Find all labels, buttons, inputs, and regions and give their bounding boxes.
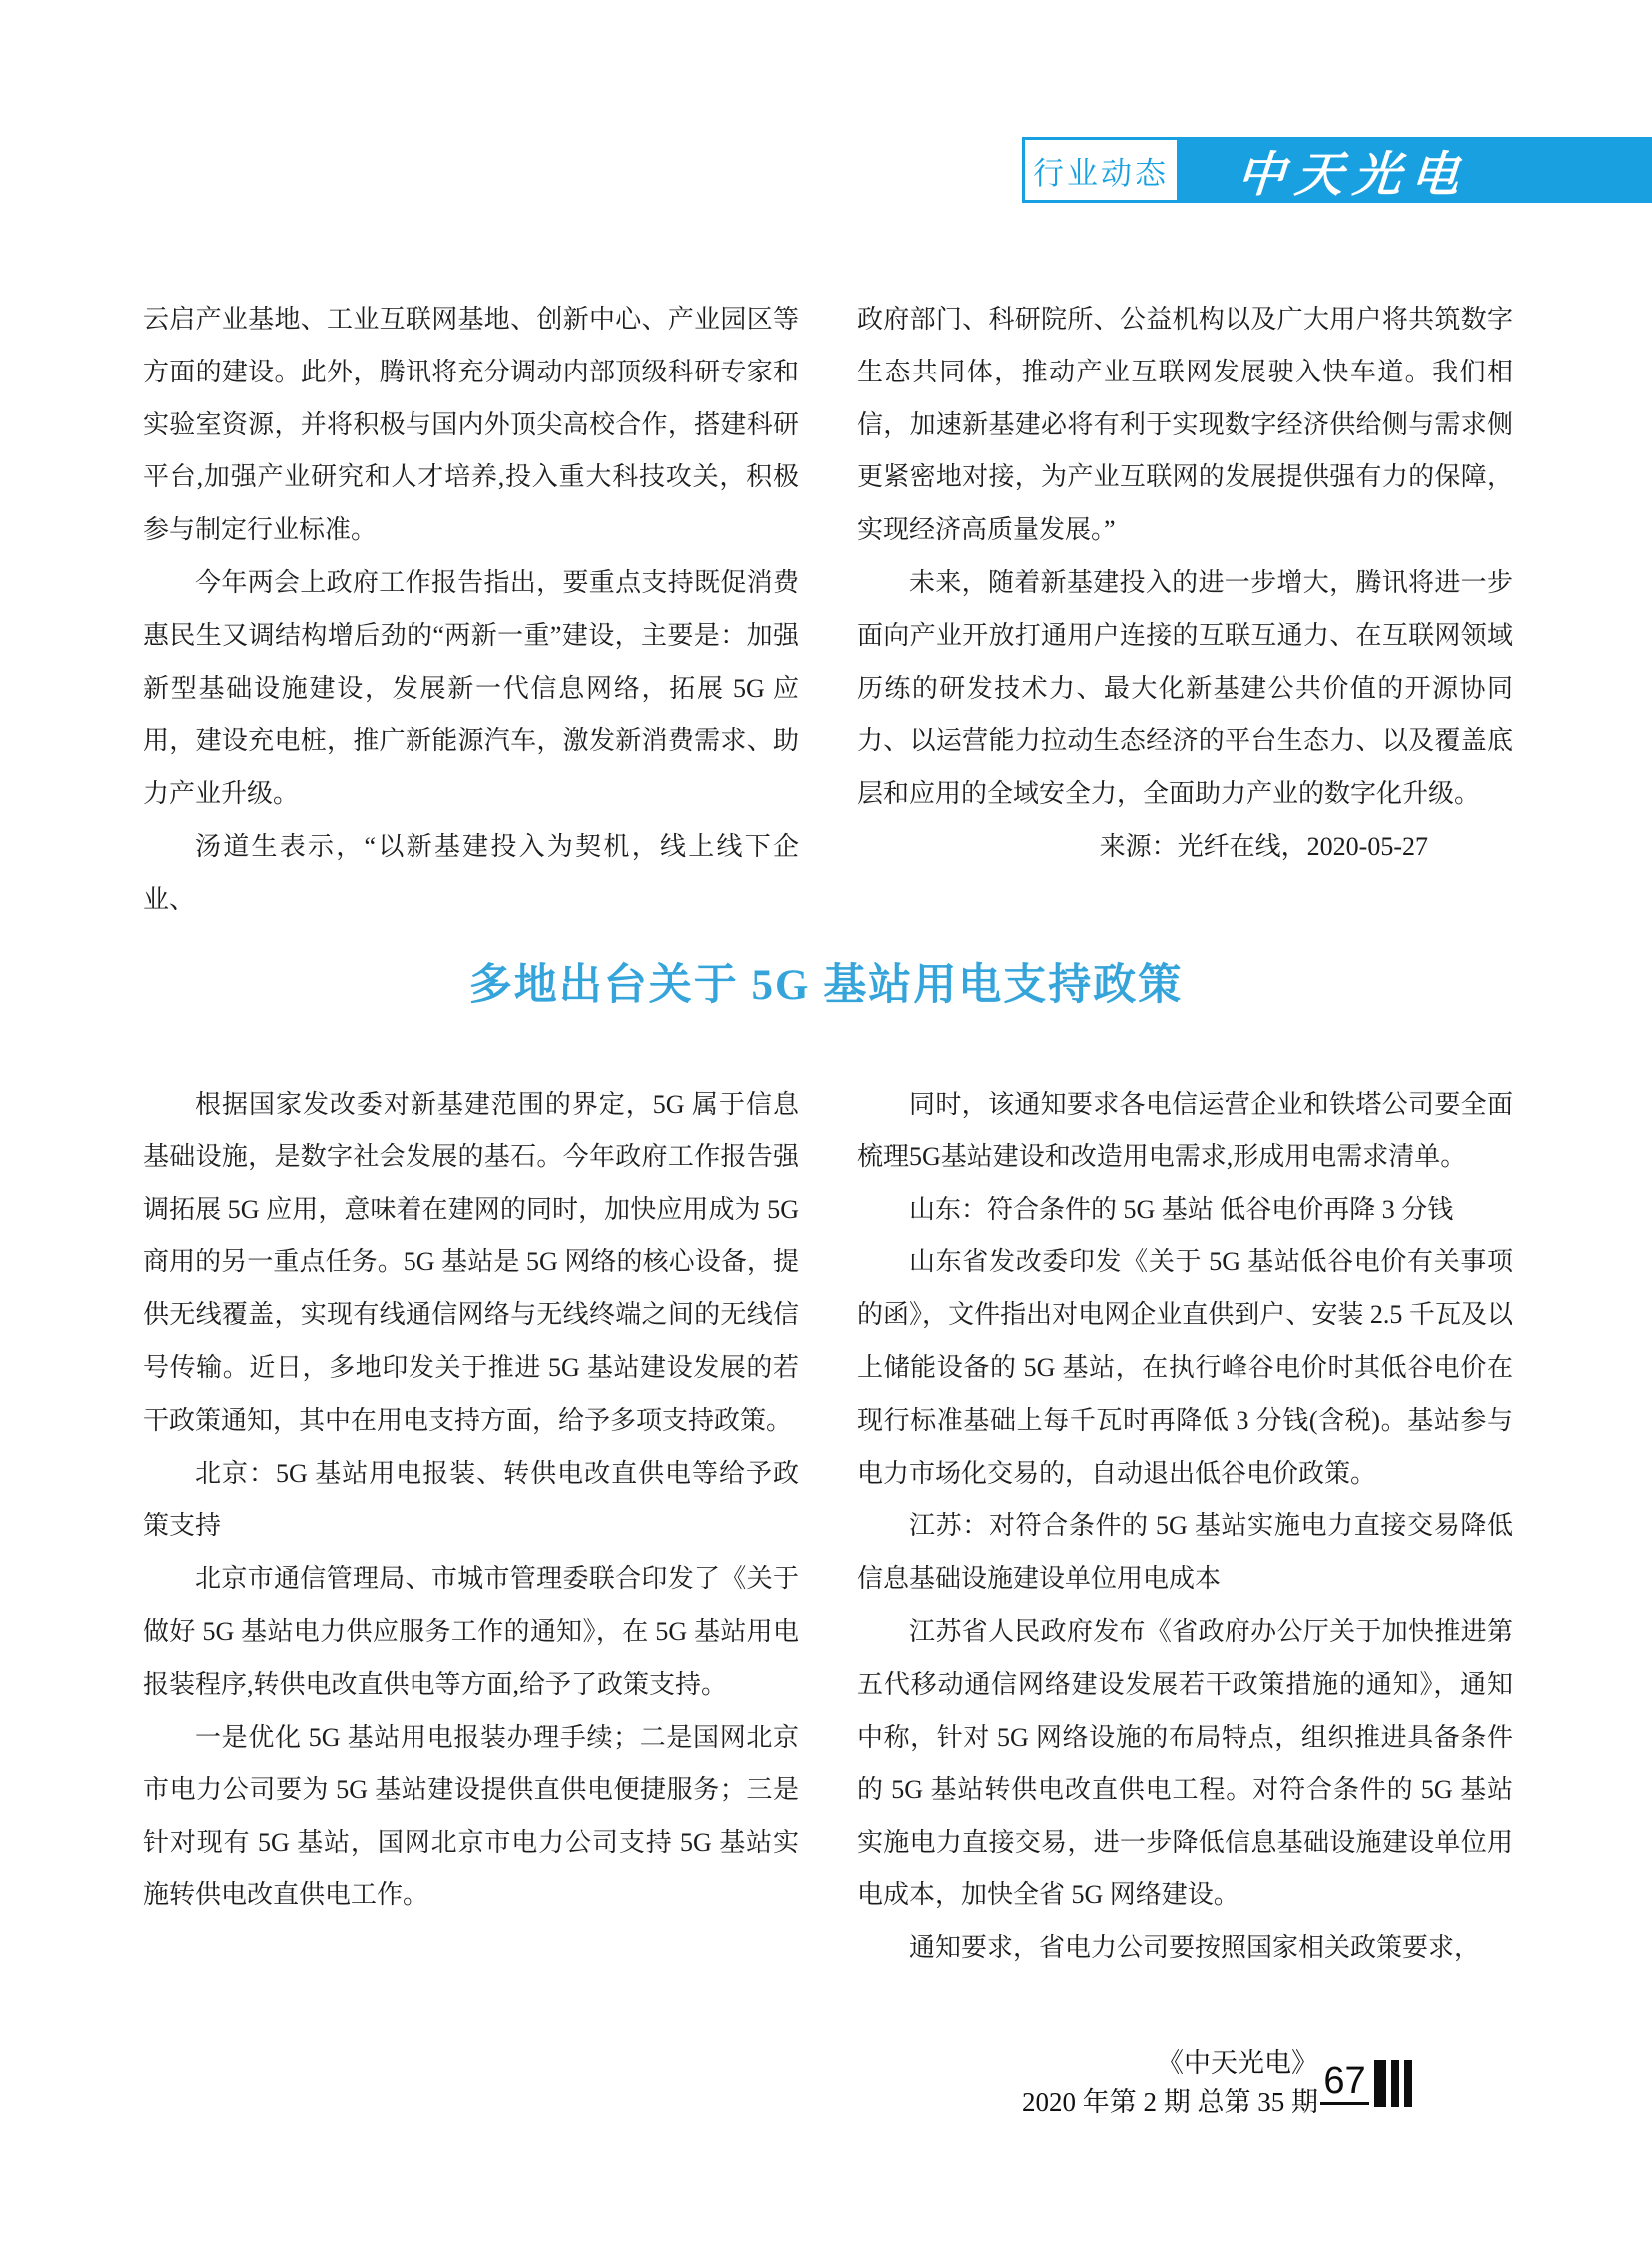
- issue-info: 2020 年第 2 期 总第 35 期: [1022, 2087, 1318, 2117]
- paragraph: 一是优化 5G 基站用电报装办理手续；二是国网北京市电力公司要为 5G 基站建设提供直供电便捷服务；三是针对现有 5G 基站，国网北京市电力公司支持 5G 基站实施转供电改直供电工作。: [143, 1722, 799, 1909]
- marker-bar: [1374, 2060, 1386, 2107]
- article-1-continued: [143, 294, 1513, 927]
- paragraph: 山东省发改委印发《关于 5G 基站低谷电价有关事项的函》，文件指出对电网企业直供到户、安装 2.5 千瓦及以上储能设备的 5G 基站，在执行峰谷电价时其低谷电价在现行标准基础上每千瓦时再降低 3 分钱(含税)。基站参与电力市场化交易的，自动退出低谷电价政策。: [857, 1247, 1513, 1488]
- paragraph: 来源：光纤在线，2020-05-27: [1099, 831, 1428, 861]
- section-tab: [1022, 137, 1180, 203]
- brand-bar: [1180, 137, 1652, 203]
- paragraph: 山东：符合条件的 5G 基站 低谷电价再降 3 分钱: [909, 1194, 1454, 1224]
- paragraph: 今年两会上政府工作报告指出，要重点支持既促消费惠民生又调结构增后劲的“两新一重”建设，主要是：加强新型基础设施建设，发展新一代信息网络，拓展 5G 应用，建设充电桩，推广新能源汽车，激发新消费需求、助力产业升级。: [143, 567, 799, 809]
- article-2-left-column: [143, 1079, 799, 1975]
- paragraph: 通知要求，省电力公司要按照国家相关政策要求，: [909, 1932, 1481, 1962]
- article-1-right-column: [857, 294, 1513, 927]
- brand-logotype: 中天光电: [1235, 148, 1471, 202]
- paragraph: 江苏：对符合条件的 5G 基站实施电力直接交易降低信息基础设施建设单位用电成本: [857, 1511, 1513, 1594]
- article-2-title: 多地出台关于 5G 基站用电支持政策: [468, 962, 1184, 1009]
- paragraph: 江苏省人民政府发布《省政府办公厅关于加快推进第五代移动通信网络建设发展若干政策措施的通知》，通知中称，针对 5G 网络设施的布局特点，组织推进具备条件的 5G 基站转供电改直供电工程。对符合条件的 5G 基站实施电力直接交易，进一步降低信息基础设施建设单位用电成本，加快全省 5G 网络建设。: [857, 1616, 1513, 1909]
- paragraph: 政府部门、科研院所、公益机构以及广大用户将共筑数字生态共同体，推动产业互联网发展驶入快车道。我们相信，加速新基建必将有利于实现数字经济供给侧与需求侧更紧密地对接，为产业互联网的发展提供强有力的保障，实现经济高质量发展。”: [857, 305, 1513, 545]
- section-tab-label: 行业动态: [1033, 155, 1169, 191]
- journal-name: 《中天光电》: [1157, 2048, 1318, 2078]
- article-2-right-column: [857, 1079, 1513, 1975]
- paragraph: 根据国家发改委对新基建范围的界定，5G 属于信息基础设施，是数字社会发展的基石。今年政府工作报告强调拓展 5G 应用，意味着在建网的同时，加快应用成为 5G 商用的另一重点任务。5G 基站是 5G 网络的核心设备，提供无线覆盖，实现有线通信网络与无线终端之间的无线信号传输。近日，多地印发关于推进 5G 基站建设发展的若干政策通知，其中在用电支持方面，给予多项支持政策。: [143, 1090, 799, 1435]
- marker-bar: [1391, 2060, 1399, 2107]
- marker-bar: [1404, 2060, 1412, 2107]
- paragraph: 未来，随着新基建投入的进一步增大，腾讯将进一步面向产业开放打通用户连接的互联互通力、在互联网领域历练的研发技术力、最大化新基建公共价值的开源协同力、以运营能力拉动生态经济的平台生态力、以及覆盖底层和应用的全域安全力，全面助力产业的数字化升级。: [857, 567, 1513, 809]
- paragraph: 北京市通信管理局、市城市管理委联合印发了《关于做好 5G 基站电力供应服务工作的通知》，在 5G 基站用电报装程序,转供电改直供电等方面,给予了政策支持。: [143, 1564, 799, 1699]
- paragraph: 北京：5G 基站用电报装、转供电改直供电等给予政策支持: [143, 1458, 799, 1541]
- paragraph: 同时，该通知要求各电信运营企业和铁塔公司要全面梳理5G基站建设和改造用电需求,形成用电需求清单。: [857, 1090, 1513, 1171]
- article-1-left-column: [143, 294, 799, 927]
- page-header: [1022, 137, 1652, 203]
- page-number: 67: [1320, 2061, 1369, 2105]
- page-marker-bars-icon: [1374, 2060, 1412, 2107]
- footer-journal-info: [859, 2044, 1318, 2122]
- paragraph: 汤道生表示，“以新基建投入为契机，线上线下企业、: [143, 831, 799, 914]
- paragraph: 云启产业基地、工业互联网基地、创新中心、产业园区等方面的建设。此外，腾讯将充分调动内部顶级科研专家和实验室资源，并将积极与国内外顶尖高校合作，搭建科研平台,加强产业研究和人才培养,投入重大科技攻关，积极参与制定行业标准。: [143, 305, 799, 545]
- article-2-body: [143, 1079, 1513, 1975]
